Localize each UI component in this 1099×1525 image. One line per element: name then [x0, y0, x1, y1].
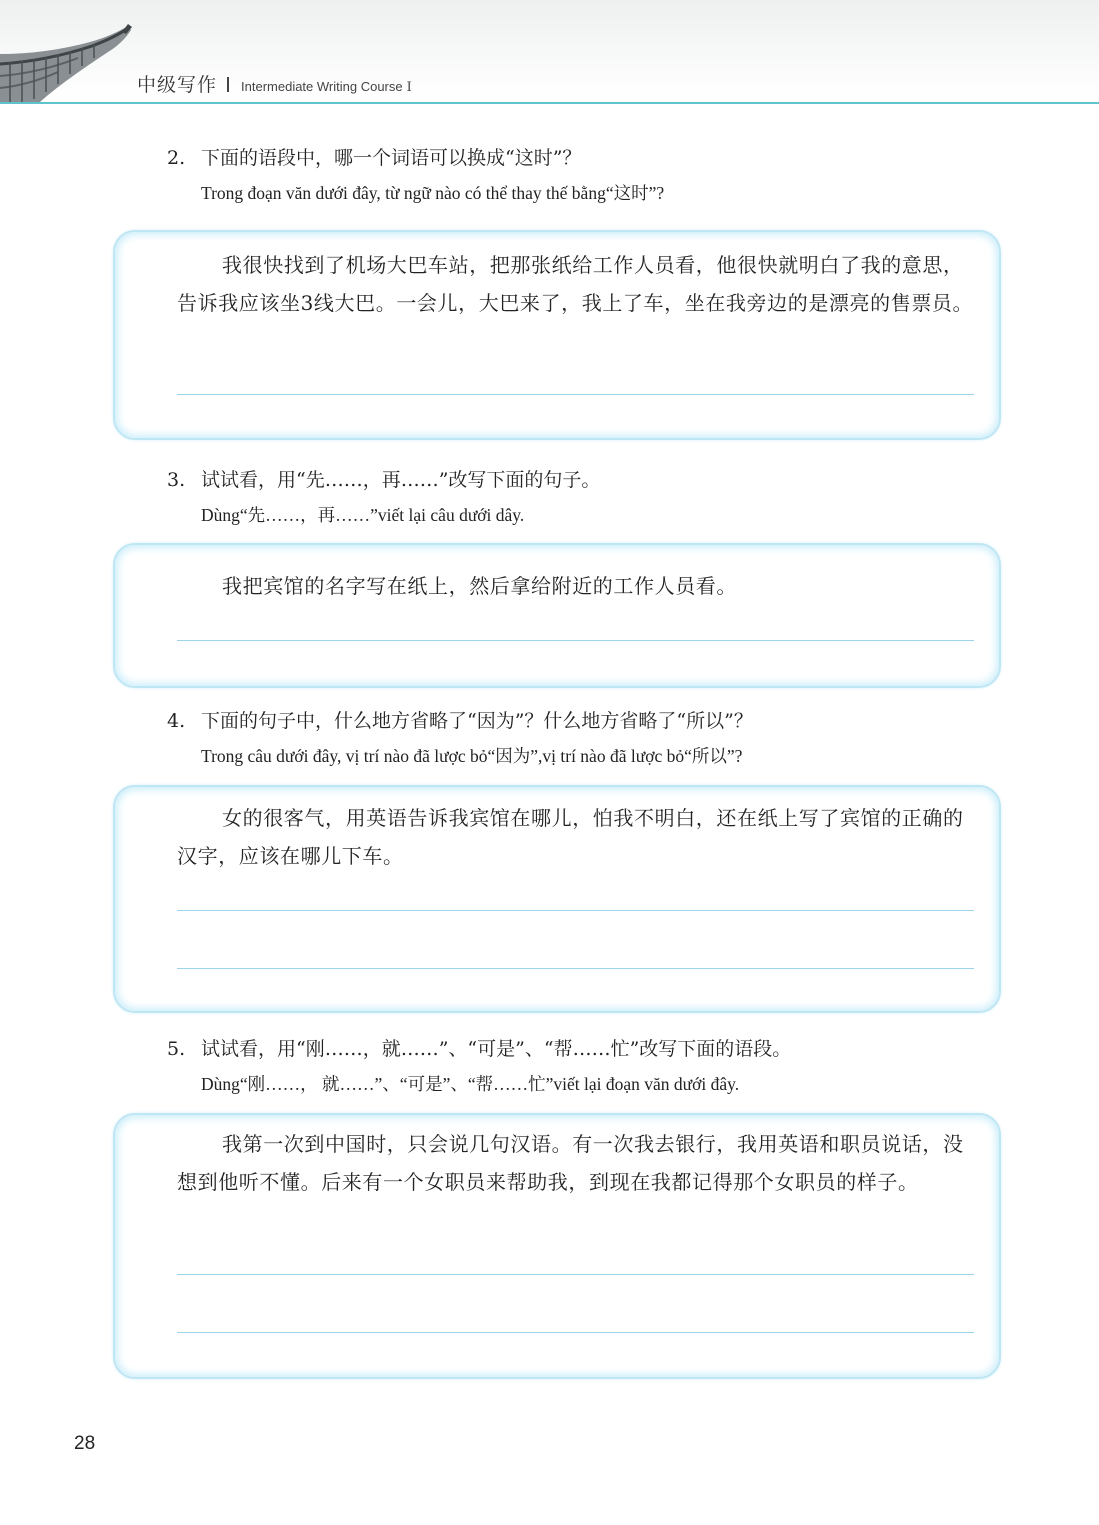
prompt-cn-text: 试试看，用“先……，再……”改写下面的句子。 — [201, 469, 601, 491]
question-prompt-cn — [167, 145, 664, 171]
question-prompt-vi: Dùng“先……，再……”viết lại câu dưới dây. — [201, 505, 525, 525]
page-header — [0, 0, 1099, 104]
answer-line[interactable] — [177, 1274, 974, 1275]
prompt-cn-text: 试试看，用“刚……，就……”、“可是”、“帮……忙”改写下面的语段。 — [201, 1038, 792, 1060]
answer-line[interactable] — [177, 910, 974, 911]
question-number: 2. — [167, 147, 186, 169]
prompt-cn-text: 下面的语段中，哪一个词语可以换成“这时”？ — [201, 147, 582, 169]
header-rule — [0, 102, 1099, 104]
question-number: 5. — [167, 1038, 186, 1060]
question-prompt-cn — [167, 708, 753, 734]
title-divider — [227, 77, 229, 92]
answer-line[interactable] — [177, 968, 974, 969]
exercise-box-3 — [113, 543, 1001, 688]
course-title-cn: 中级写作 — [137, 74, 218, 96]
course-volume: Ⅰ — [406, 80, 412, 95]
prompt-cn-text: 下面的句子中，什么地方省略了“因为”？什么地方省略了“所以”？ — [201, 710, 753, 732]
question-number: 4. — [167, 710, 186, 732]
pagoda-roof-icon — [0, 24, 140, 104]
course-title-en: Intermediate Writing Course — [241, 79, 403, 94]
exercise-passage: 我把宾馆的名字写在纸上，然后拿给附近的工作人员看。 — [222, 574, 737, 598]
question-prompt-cn — [167, 1036, 791, 1062]
exercise-box-5 — [113, 1113, 1001, 1379]
page-number: 28 — [74, 1433, 96, 1454]
question-3 — [167, 467, 600, 527]
course-title — [137, 70, 412, 96]
answer-line[interactable] — [177, 1332, 974, 1333]
question-4 — [167, 708, 753, 768]
exercise-passage: 我很快找到了机场大巴车站，把那张纸给工作人员看，他很快就明白了我的意思，告诉我应该坐3线大巴。一会儿，大巴来了，我上了车，坐在我旁边的是漂亮的售票员。 — [177, 253, 974, 315]
question-prompt-cn — [167, 467, 600, 493]
question-2 — [167, 145, 664, 205]
question-number: 3. — [167, 469, 186, 491]
question-5 — [167, 1036, 791, 1096]
exercise-box-2 — [113, 230, 1001, 440]
question-prompt-vi: Trong câu dưới đây, vị trí nào đã lược bỏ“因为”,vị trí nào đã lược bỏ“所以”? — [201, 746, 743, 766]
exercise-passage: 女的很客气，用英语告诉我宾馆在哪儿，怕我不明白，还在纸上写了宾馆的正确的汉字，应该在哪儿下车。 — [177, 806, 964, 868]
answer-line[interactable] — [177, 394, 974, 395]
exercise-box-4 — [113, 785, 1001, 1013]
question-prompt-vi: Trong đoạn văn dưới đây, từ ngữ nào có thể thay thế bằng“这时”? — [201, 183, 665, 203]
answer-line[interactable] — [177, 640, 974, 641]
exercise-passage: 我第一次到中国时，只会说几句汉语。有一次我去银行，我用英语和职员说话，没想到他听不懂。后来有一个女职员来帮助我，到现在我都记得那个女职员的样子。 — [177, 1132, 964, 1194]
question-prompt-vi: Dùng“刚……， 就……”、“可是”、“帮……忙”viết lại đoạn văn dưới đây. — [201, 1074, 740, 1094]
